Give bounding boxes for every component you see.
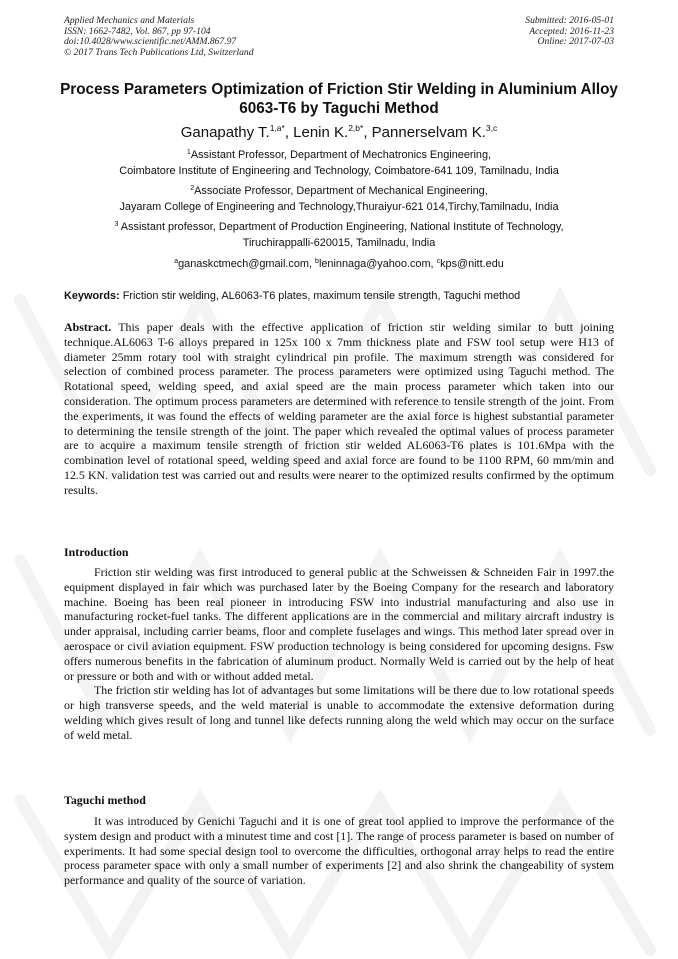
email-address: kps@nitt.edu	[440, 258, 504, 270]
abstract-text: This paper deals with the effective application of friction stir welding similar to butt joining technique.AL6063 T-6 alloys prepared in 125x 100 x 7mm thickness plate and FSW tool setup were H13 of diameter 25mm rotary tool with straight cylindrical pin profile. The maximum strength was considered for selection of combined process parameter. The process parameters were optimized using Taguchi method. The Rotational speed, welding speed, and axial speed are the main process parameter which taken into our consideration. The optimum process parameters are determined with reference to tensile strength of the joint. From the experiments, it was found the effects of welding parameter are the axial force is highest substantial parameter to determining the tensile strength of the joint. The paper which revealed the optimal values of process parameter are to acquire a maximum tensile strength of friction stir welded AL6063-T6 plates is 101.6Mpa with the combination level of rotational speed, welding speed and axial force are found to be 1100 RPM, 60 mm/min and 12.5 KN. validation test was carried out and results were nearer to the optimized results confirmed by the optimum results.	[64, 320, 614, 497]
affiliation-line	[40, 184, 638, 200]
introduction-paragraph: Friction stir welding was first introduced to general public at the Schweissen & Schneiden Fair in 1997.the equipment displayed in fair which was purchased later by the Boeing Company for the research and laboratory machine. Boeing has been real pioneer in introducing FSW into industrial manufacturing and also use in manufacturing rocket-fuel tanks. The different applications are in the commercial and military aircraft industry is under appraisal, including carrier beams, floor and complete fuselages and wings. This method later spread over in aerospace or civil aviation equipment. FSW production technology is being considered for upcoming designs. Fsw offers numerous benefits in the fabrication of aluminum product. Normally Weld is carried out by the help of heat or pressure or both and with or without added metal.	[64, 565, 614, 683]
affiliation-2	[40, 184, 638, 215]
paper-title: Process Parameters Optimization of Friction Stir Welding in Aluminium Alloy 6063-T6 by Taguchi Method	[60, 81, 618, 117]
keywords-text: Friction stir welding, AL6063-T6 plates, maximum tensile strength, Taguchi method	[119, 290, 521, 302]
author-1	[181, 124, 293, 141]
author-name: Lenin K.	[293, 124, 349, 141]
affiliation-number: 1	[186, 149, 191, 156]
online-date: Online: 2017-07-03	[537, 36, 614, 48]
affiliation-line: Jayaram College of Engineering and Technology,Thuraiyur-621 014,Tirchy,Tamilnadu, India	[119, 200, 559, 213]
accepted-date: Accepted: 2016-11-23	[529, 25, 614, 37]
author-list	[0, 123, 678, 143]
doi-line: doi:10.4028/www.scientific.net/AMM.867.97	[64, 36, 237, 48]
abstract	[64, 320, 614, 498]
author-separator: ,	[363, 124, 372, 141]
affiliation-number: 3	[114, 221, 119, 228]
affiliation-3	[40, 220, 638, 251]
publication-dates	[525, 16, 614, 48]
submitted-date: Submitted: 2016-05-01	[525, 15, 614, 26]
journal-name: Applied Mechanics and Materials	[64, 15, 195, 26]
introduction-paragraph: The friction stir welding has lot of advantages but some limitations will be there due to low rotational speeds or high transverse speeds, and the weld material is unable to accommodate the extensive deformation during welding which gives result of long and tunnel like defects running along the weld which may occur on the surface of weld metal.	[64, 683, 614, 742]
abstract-label: Abstract.	[64, 320, 112, 334]
journal-info	[64, 16, 254, 58]
author-separator: ,	[284, 124, 294, 141]
email-superscript: c	[436, 258, 441, 265]
abstract-paragraph	[64, 320, 614, 498]
affiliation-text: Assistant Professor, Department of Mechatronics Engineering,	[190, 149, 492, 161]
taguchi-heading: Taguchi method	[64, 793, 146, 807]
email-superscript: b	[315, 258, 319, 265]
introduction-body	[64, 565, 614, 743]
copyright-line: © 2017 Trans Tech Publications Ltd, Switzerland	[64, 46, 254, 58]
issn-line: ISSN: 1662-7482, Vol. 867, pp 97-104	[64, 25, 211, 37]
email-superscript: a	[174, 258, 179, 265]
email-address: leninnaga@yahoo.com,	[318, 258, 437, 270]
taguchi-paragraph: It was introduced by Genichi Taguchi and it is one of great tool applied to improve the performance of the system design and product with a minutest time and cost [1]. The range of process parameter is based on number of experiments. It had some special design tool to overcome the difficulties, orthogonal array helps to read the entire process parameter space with only a small number of experiments [2] and also shrink the changeability of system performance and quality of the source of variation.	[64, 814, 614, 888]
affiliation-text: Associate Professor, Department of Mechanical Engineering,	[194, 185, 488, 197]
keywords-label: Keywords:	[64, 290, 120, 302]
author-2	[293, 124, 372, 141]
introduction-heading: Introduction	[64, 545, 129, 559]
affiliation-number: 2	[190, 185, 195, 192]
author-superscript: 3,c	[485, 123, 498, 133]
affiliation-line	[40, 148, 638, 164]
affiliation-1	[40, 148, 638, 179]
author-superscript: 2,b*	[348, 123, 364, 133]
author-superscript: 1,a*	[269, 123, 285, 133]
keywords-line	[64, 289, 624, 303]
email-list	[0, 257, 678, 271]
author-name: Ganapathy T.	[180, 124, 270, 141]
affiliation-line: Coimbatore Institute of Engineering and Technology, Coimbatore-641 109, Tamilnadu, India	[119, 164, 559, 177]
affiliation-line	[40, 220, 638, 236]
taguchi-body	[64, 814, 614, 888]
author-name: Pannerselvam K.	[371, 124, 486, 141]
affiliation-line: Tiruchirappalli-620015, Tamilnadu, India	[242, 236, 436, 249]
email-address: ganaskctmech@gmail.com,	[178, 258, 316, 270]
author-3	[372, 124, 498, 141]
affiliation-text: Assistant professor, Department of Production Engineering, National Institute of Technology,	[118, 221, 564, 233]
